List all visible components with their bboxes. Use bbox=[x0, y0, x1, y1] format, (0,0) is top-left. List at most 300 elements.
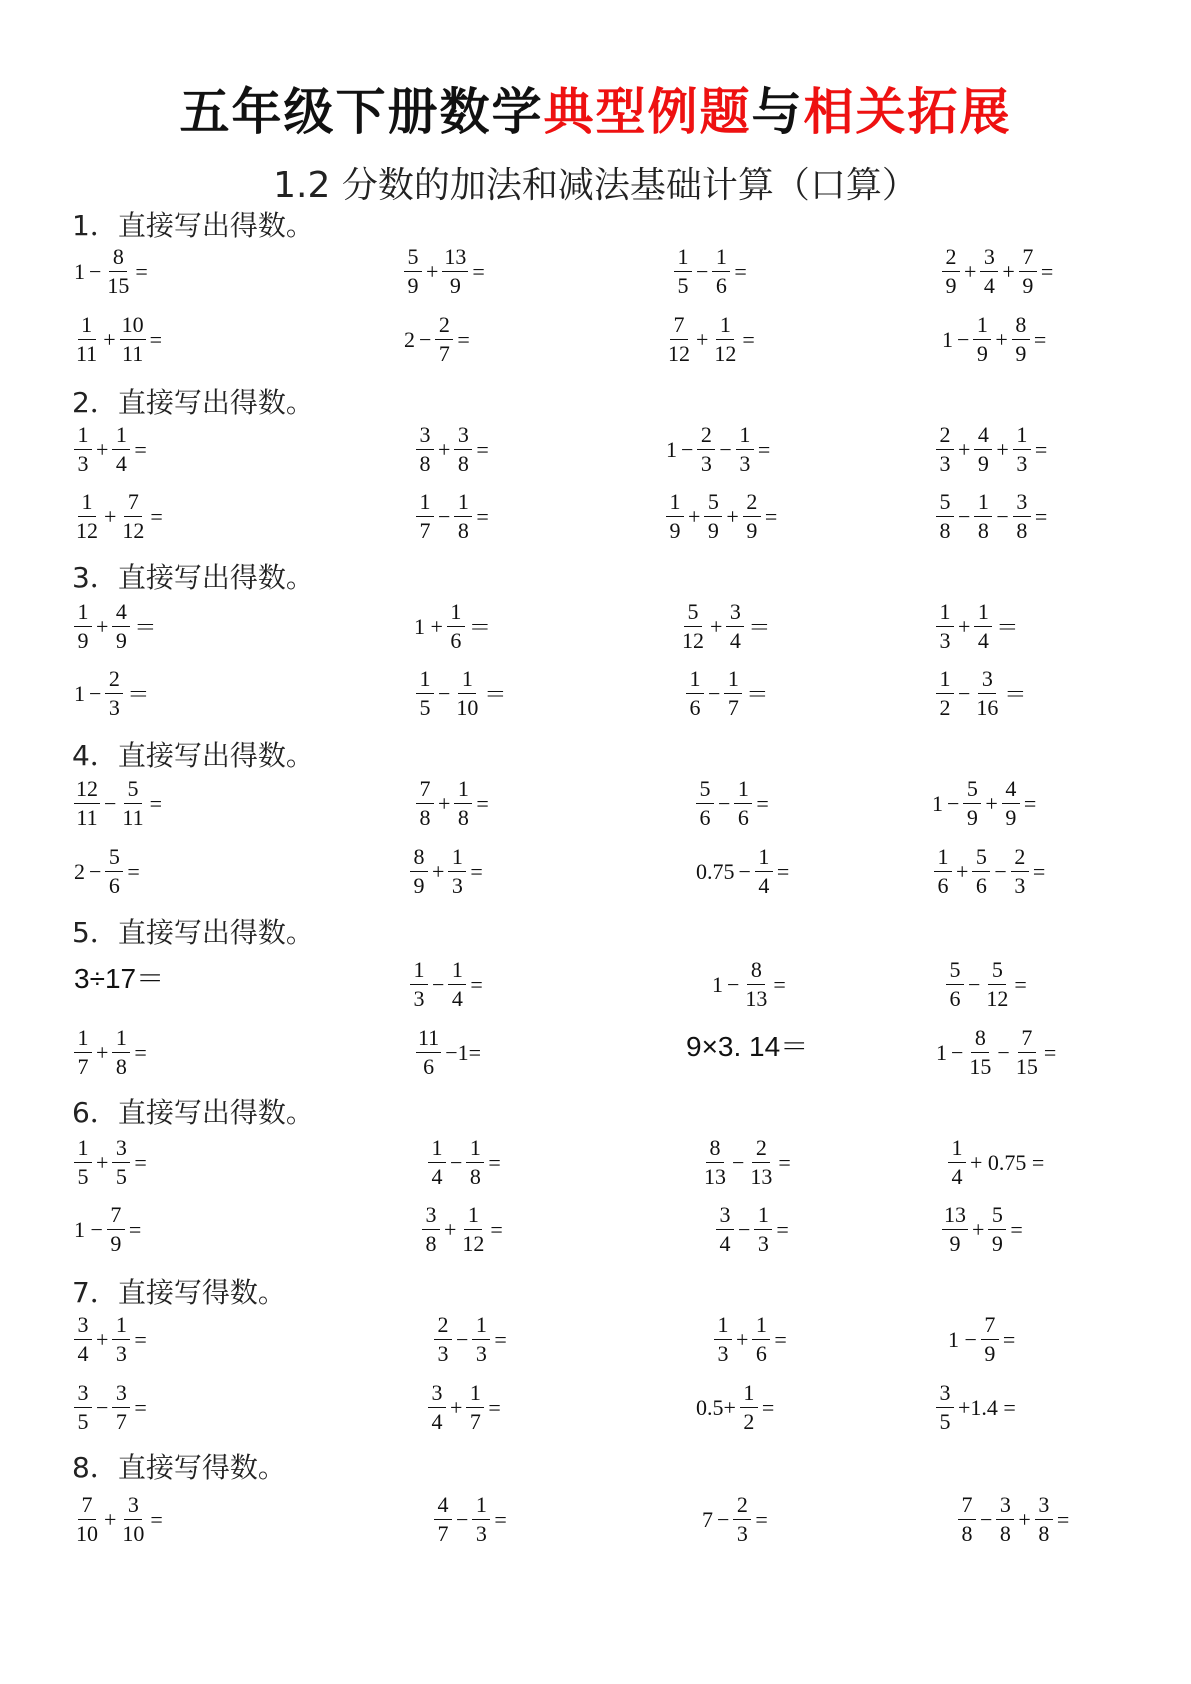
fraction bbox=[416, 666, 434, 721]
fraction bbox=[974, 422, 992, 477]
fraction bbox=[434, 1312, 452, 1367]
math-operator: = bbox=[149, 790, 163, 816]
numerator: 2 bbox=[697, 422, 715, 450]
math-operator: − bbox=[980, 1506, 993, 1532]
denominator: 6 bbox=[689, 695, 701, 720]
math-operator: = bbox=[134, 1394, 147, 1420]
fraction bbox=[428, 1380, 446, 1435]
math-operator: 1 bbox=[936, 1039, 947, 1065]
math-problem bbox=[72, 1025, 149, 1080]
fraction bbox=[416, 489, 434, 544]
math-operator: − bbox=[456, 1326, 469, 1352]
math-operator: = bbox=[457, 326, 470, 352]
math-operator: = bbox=[150, 503, 163, 529]
math-operator: = bbox=[755, 1506, 768, 1532]
denominator: 5 bbox=[115, 1164, 127, 1189]
math-operator: + bbox=[96, 1149, 109, 1175]
denominator: 9 bbox=[1015, 341, 1027, 366]
math-operator: − bbox=[957, 326, 970, 352]
denominator: 12 bbox=[668, 341, 690, 366]
math-operator: + bbox=[985, 790, 998, 816]
numerator: 13 bbox=[942, 1202, 968, 1230]
denominator: 10 bbox=[456, 695, 479, 720]
math-operator: + bbox=[426, 258, 439, 284]
math-problem bbox=[414, 776, 491, 831]
math-problem bbox=[420, 1202, 505, 1257]
fraction bbox=[984, 957, 1010, 1012]
math-operator: − bbox=[951, 1039, 964, 1065]
fraction bbox=[74, 489, 100, 544]
math-operator: + bbox=[104, 1506, 117, 1532]
numerator: 1 bbox=[712, 244, 730, 272]
denominator: 9 bbox=[449, 273, 461, 298]
denominator: 6 bbox=[937, 873, 949, 898]
numerator: 7 bbox=[416, 776, 434, 804]
fraction bbox=[74, 422, 92, 477]
math-operator: − bbox=[419, 326, 432, 352]
fraction bbox=[1002, 776, 1020, 831]
denominator: 7 bbox=[727, 695, 739, 720]
numerator: 7 bbox=[1018, 1025, 1036, 1053]
denominator: 12 bbox=[682, 628, 704, 653]
denominator: 3 bbox=[736, 1521, 748, 1546]
numerator: 1 bbox=[686, 666, 704, 694]
denominator: 9 bbox=[110, 1231, 122, 1256]
math-operator: = bbox=[472, 258, 485, 284]
title-part: 典型例题 bbox=[543, 83, 752, 141]
math-problem bbox=[944, 957, 1029, 1012]
fraction bbox=[74, 599, 92, 654]
numerator: 1 bbox=[674, 244, 692, 272]
math-problem bbox=[672, 244, 749, 299]
math-operator: − bbox=[438, 503, 451, 529]
fraction bbox=[404, 244, 422, 299]
numerator: 1 bbox=[724, 666, 742, 694]
math-operator: 3÷17＝ bbox=[74, 963, 165, 994]
math-problem bbox=[414, 489, 491, 544]
math-operator: − bbox=[994, 858, 1007, 884]
fraction bbox=[734, 776, 752, 831]
fraction bbox=[958, 1492, 976, 1547]
fraction bbox=[120, 776, 145, 831]
math-problem bbox=[72, 1202, 143, 1257]
math-operator: 1 bbox=[74, 680, 85, 706]
denominator: 6 bbox=[755, 1341, 767, 1366]
denominator: 4 bbox=[431, 1409, 443, 1434]
numerator: 1 bbox=[466, 1135, 484, 1163]
denominator: 9 bbox=[949, 1231, 961, 1256]
math-operator: 1 + bbox=[414, 613, 443, 639]
math-operator: = bbox=[134, 436, 147, 462]
fraction bbox=[1012, 312, 1030, 367]
numerator: 1 bbox=[112, 1312, 130, 1340]
math-operator: = bbox=[756, 790, 769, 816]
math-problem bbox=[700, 1492, 770, 1547]
denominator: 8 bbox=[457, 805, 469, 830]
denominator: 3 bbox=[475, 1521, 487, 1546]
fraction bbox=[980, 244, 998, 299]
numerator: 1 bbox=[755, 844, 773, 872]
math-operator: − bbox=[717, 1506, 730, 1532]
math-operator: ＝ bbox=[127, 682, 150, 707]
denominator: 9 bbox=[991, 1231, 1003, 1256]
denominator: 4 bbox=[977, 628, 989, 653]
numerator: 5 bbox=[105, 844, 123, 872]
denominator: 3 bbox=[739, 451, 751, 476]
fraction bbox=[454, 422, 472, 477]
title-part: 五年级下册数学 bbox=[179, 83, 544, 141]
denominator: 4 bbox=[77, 1341, 89, 1366]
fraction bbox=[422, 1202, 440, 1257]
denominator: 4 bbox=[115, 451, 127, 476]
fraction bbox=[434, 1492, 452, 1547]
numerator: 7 bbox=[981, 1312, 999, 1340]
denominator: 3 bbox=[1014, 873, 1026, 898]
math-operator: + bbox=[432, 858, 445, 884]
fraction bbox=[416, 1025, 441, 1080]
math-operator: − bbox=[89, 258, 102, 284]
fraction bbox=[733, 1492, 751, 1547]
fraction bbox=[120, 489, 146, 544]
math-problem bbox=[72, 489, 165, 544]
numerator: 1 bbox=[78, 489, 96, 517]
denominator: 3 bbox=[108, 695, 120, 720]
numerator: 11 bbox=[416, 1025, 441, 1053]
math-operator: − bbox=[696, 258, 709, 284]
math-operator: −1= bbox=[445, 1039, 482, 1065]
numerator: 3 bbox=[74, 1312, 92, 1340]
math-operator: 1 bbox=[712, 971, 723, 997]
math-problem bbox=[940, 312, 1048, 367]
fraction bbox=[724, 666, 742, 721]
denominator: 9 bbox=[115, 628, 127, 653]
math-problem bbox=[426, 1380, 503, 1435]
fraction bbox=[704, 489, 722, 544]
numerator: 5 bbox=[963, 776, 981, 804]
fraction bbox=[936, 1380, 954, 1435]
math-operator: − bbox=[738, 858, 751, 884]
math-operator: = bbox=[127, 858, 140, 884]
math-operator: +1.4 = bbox=[958, 1394, 1016, 1420]
math-operator: + bbox=[958, 613, 971, 639]
denominator: 3 bbox=[115, 1341, 127, 1366]
denominator: 8 bbox=[457, 451, 469, 476]
fraction bbox=[448, 844, 466, 899]
math-problem bbox=[712, 1312, 789, 1367]
math-operator: 1 − bbox=[948, 1326, 977, 1352]
fraction bbox=[105, 666, 123, 721]
fraction bbox=[696, 776, 714, 831]
numerator: 5 bbox=[124, 776, 142, 804]
numerator: 1 bbox=[78, 312, 96, 340]
fraction bbox=[416, 422, 434, 477]
math-operator: = bbox=[476, 790, 489, 816]
numerator: 1 bbox=[734, 776, 752, 804]
math-operator: = bbox=[1040, 258, 1054, 284]
denominator: 6 bbox=[108, 873, 120, 898]
math-operator: = bbox=[470, 971, 483, 997]
section-heading: 4．直接写出得数。 bbox=[72, 739, 314, 772]
denominator: 8 bbox=[425, 1231, 437, 1256]
math-problem bbox=[694, 776, 771, 831]
math-problem bbox=[714, 1202, 791, 1257]
math-operator: 1 − bbox=[74, 1216, 103, 1242]
fraction bbox=[1014, 1025, 1040, 1080]
math-problem bbox=[946, 1312, 1017, 1367]
numerator: 2 bbox=[435, 312, 453, 340]
fraction bbox=[74, 312, 99, 367]
math-operator: = bbox=[773, 971, 786, 997]
math-operator: + bbox=[1018, 1506, 1031, 1532]
denominator: 3 bbox=[939, 451, 951, 476]
math-operator: − bbox=[708, 680, 721, 706]
numerator: 3 bbox=[422, 1202, 440, 1230]
math-operator: − bbox=[89, 858, 102, 884]
numerator: 3 bbox=[936, 1380, 954, 1408]
math-operator: ＝ bbox=[1004, 682, 1027, 707]
numerator: 1 bbox=[112, 422, 130, 450]
fraction bbox=[936, 666, 954, 721]
section-heading: 6．直接写出得数。 bbox=[72, 1096, 314, 1129]
math-problem bbox=[414, 666, 508, 721]
denominator: 15 bbox=[969, 1054, 992, 1079]
fraction bbox=[410, 957, 428, 1012]
math-operator: = bbox=[488, 1149, 501, 1175]
fraction bbox=[972, 844, 990, 899]
fraction bbox=[448, 957, 466, 1012]
fraction bbox=[942, 1202, 968, 1257]
math-problem bbox=[408, 957, 485, 1012]
numerator: 8 bbox=[971, 1025, 989, 1053]
numerator: 3 bbox=[978, 666, 996, 694]
fraction bbox=[74, 1135, 92, 1190]
math-operator: − bbox=[718, 790, 731, 816]
denominator: 4 bbox=[951, 1164, 963, 1189]
numerator: 1 bbox=[472, 1492, 490, 1520]
denominator: 3 bbox=[413, 986, 425, 1011]
denominator: 4 bbox=[758, 873, 770, 898]
math-operator: = bbox=[135, 258, 148, 284]
numerator: 1 bbox=[416, 666, 434, 694]
denominator: 6 bbox=[975, 873, 987, 898]
math-operator: = bbox=[494, 1506, 507, 1532]
numerator: 2 bbox=[743, 489, 761, 517]
denominator: 9 bbox=[407, 273, 419, 298]
denominator: 7 bbox=[469, 1409, 481, 1434]
numerator: 1 bbox=[740, 1380, 758, 1408]
denominator: 9 bbox=[977, 451, 989, 476]
denominator: 3 bbox=[700, 451, 712, 476]
numerator: 1 bbox=[74, 1135, 92, 1163]
numerator: 2 bbox=[752, 1135, 770, 1163]
numerator: 5 bbox=[704, 489, 722, 517]
math-operator: 0.5+ bbox=[696, 1394, 736, 1420]
denominator: 3 bbox=[757, 1231, 769, 1256]
fraction bbox=[74, 776, 100, 831]
math-operator: + bbox=[438, 790, 451, 816]
math-problem bbox=[940, 244, 1055, 299]
numerator: 8 bbox=[1012, 312, 1030, 340]
denominator: 7 bbox=[437, 1521, 449, 1546]
denominator: 15 bbox=[1015, 1054, 1038, 1079]
denominator: 9 bbox=[746, 518, 758, 543]
fraction bbox=[442, 244, 468, 299]
denominator: 3 bbox=[451, 873, 463, 898]
denominator: 11 bbox=[76, 341, 98, 366]
numerator: 1 bbox=[454, 489, 472, 517]
math-operator: 1 bbox=[932, 790, 943, 816]
denominator: 13 bbox=[745, 986, 768, 1011]
denominator: 3 bbox=[1016, 451, 1028, 476]
section-heading: 7．直接写得数。 bbox=[72, 1276, 286, 1309]
math-problem bbox=[402, 312, 472, 367]
math-problem bbox=[934, 1380, 1018, 1435]
math-operator: = bbox=[1033, 326, 1047, 352]
math-problem bbox=[934, 422, 1049, 477]
numerator: 13 bbox=[442, 244, 468, 272]
numerator: 4 bbox=[112, 599, 130, 627]
denominator: 6 bbox=[949, 986, 961, 1011]
fraction bbox=[686, 666, 704, 721]
denominator: 9 bbox=[413, 873, 425, 898]
denominator: 3 bbox=[717, 1341, 729, 1366]
numerator: 7 bbox=[107, 1202, 125, 1230]
math-operator: = bbox=[1034, 436, 1048, 462]
denominator: 2 bbox=[743, 1409, 755, 1434]
math-problem bbox=[710, 957, 788, 1012]
section-heading: 2．直接写出得数。 bbox=[72, 386, 314, 419]
math-operator: + bbox=[736, 1326, 749, 1352]
denominator: 13 bbox=[704, 1164, 726, 1189]
numerator: 1 bbox=[74, 599, 92, 627]
math-operator: = bbox=[476, 436, 489, 462]
fraction bbox=[754, 1202, 772, 1257]
fraction bbox=[1019, 244, 1037, 299]
denominator: 6 bbox=[450, 628, 462, 653]
numerator: 1 bbox=[454, 776, 472, 804]
math-problem bbox=[934, 599, 1020, 654]
denominator: 9 bbox=[707, 518, 719, 543]
math-operator: = bbox=[1056, 1506, 1070, 1532]
fraction bbox=[936, 599, 954, 654]
denominator: 8 bbox=[1016, 518, 1028, 543]
math-operator: + bbox=[688, 503, 701, 529]
math-operator: + bbox=[972, 1216, 985, 1242]
fraction bbox=[948, 1135, 966, 1190]
numerator: 1 bbox=[447, 599, 465, 627]
math-operator: = bbox=[134, 1039, 147, 1065]
fraction bbox=[988, 1202, 1006, 1257]
numerator: 7 bbox=[78, 1492, 96, 1520]
math-operator: 2 bbox=[404, 326, 415, 352]
fraction bbox=[712, 244, 730, 299]
denominator: 6 bbox=[737, 805, 749, 830]
math-operator: = bbox=[490, 1216, 503, 1242]
math-operator: = bbox=[742, 326, 755, 352]
fraction bbox=[934, 844, 952, 899]
fraction bbox=[680, 599, 706, 654]
section-heading: 8．直接写得数。 bbox=[72, 1451, 286, 1484]
math-operator: = bbox=[757, 436, 771, 462]
denominator: 9 bbox=[966, 805, 978, 830]
math-operator: − bbox=[681, 436, 694, 462]
math-operator: + bbox=[96, 436, 109, 462]
denominator: 3 bbox=[475, 1341, 487, 1366]
math-operator: = bbox=[776, 858, 790, 884]
math-problem bbox=[930, 776, 1038, 831]
math-problem bbox=[72, 244, 150, 299]
denominator: 7 bbox=[438, 341, 450, 366]
math-operator: 1 bbox=[666, 436, 677, 462]
math-operator: = bbox=[1014, 971, 1027, 997]
math-problem bbox=[694, 844, 791, 899]
numerator: 12 bbox=[74, 776, 100, 804]
fraction bbox=[112, 599, 130, 654]
math-problem bbox=[432, 1492, 509, 1547]
fraction bbox=[112, 1135, 130, 1190]
denominator: 6 bbox=[699, 805, 711, 830]
numerator: 1 bbox=[1013, 422, 1031, 450]
denominator: 10 bbox=[76, 1521, 98, 1546]
denominator: 4 bbox=[431, 1164, 443, 1189]
denominator: 11 bbox=[76, 805, 98, 830]
fraction bbox=[466, 1380, 484, 1435]
math-problem bbox=[72, 1312, 149, 1367]
denominator: 9 bbox=[984, 1341, 996, 1366]
math-operator: ＝ bbox=[134, 615, 157, 640]
numerator: 1 bbox=[714, 1312, 732, 1340]
denominator: 9 bbox=[976, 341, 988, 366]
math-problem bbox=[932, 844, 1047, 899]
denominator: 8 bbox=[419, 451, 431, 476]
numerator: 1 bbox=[936, 599, 954, 627]
denominator: 8 bbox=[457, 518, 469, 543]
fraction bbox=[435, 312, 453, 367]
math-problem bbox=[72, 422, 149, 477]
denominator: 4 bbox=[983, 273, 995, 298]
fraction bbox=[974, 666, 1000, 721]
fraction bbox=[466, 1135, 484, 1190]
page-subtitle: 1.2 分数的加法和减法基础计算（口算） bbox=[273, 165, 918, 206]
math-operator: + 0.75 = bbox=[970, 1149, 1045, 1175]
fraction bbox=[755, 844, 773, 899]
fraction bbox=[666, 312, 692, 367]
numerator: 7 bbox=[670, 312, 688, 340]
fraction bbox=[702, 1135, 728, 1190]
math-operator: = bbox=[734, 258, 747, 284]
math-operator: = bbox=[470, 858, 483, 884]
math-operator: = bbox=[476, 503, 489, 529]
section-heading: 1．直接写出得数。 bbox=[72, 209, 314, 242]
numerator: 5 bbox=[404, 244, 422, 272]
fraction bbox=[712, 312, 738, 367]
fraction bbox=[743, 489, 761, 544]
numerator: 1 bbox=[936, 666, 954, 694]
denominator: 5 bbox=[939, 1409, 951, 1434]
denominator: 8 bbox=[961, 1521, 973, 1546]
denominator: 8 bbox=[999, 1521, 1011, 1546]
numerator: 8 bbox=[706, 1135, 724, 1163]
denominator: 10 bbox=[122, 1521, 145, 1546]
fraction bbox=[112, 1312, 130, 1367]
math-operator: 1 bbox=[74, 258, 85, 284]
numerator: 2 bbox=[936, 422, 954, 450]
denominator: 12 bbox=[122, 518, 145, 543]
math-operator: + bbox=[964, 258, 977, 284]
fraction bbox=[714, 1312, 732, 1367]
math-problem bbox=[678, 599, 772, 654]
math-operator: = bbox=[1032, 858, 1046, 884]
